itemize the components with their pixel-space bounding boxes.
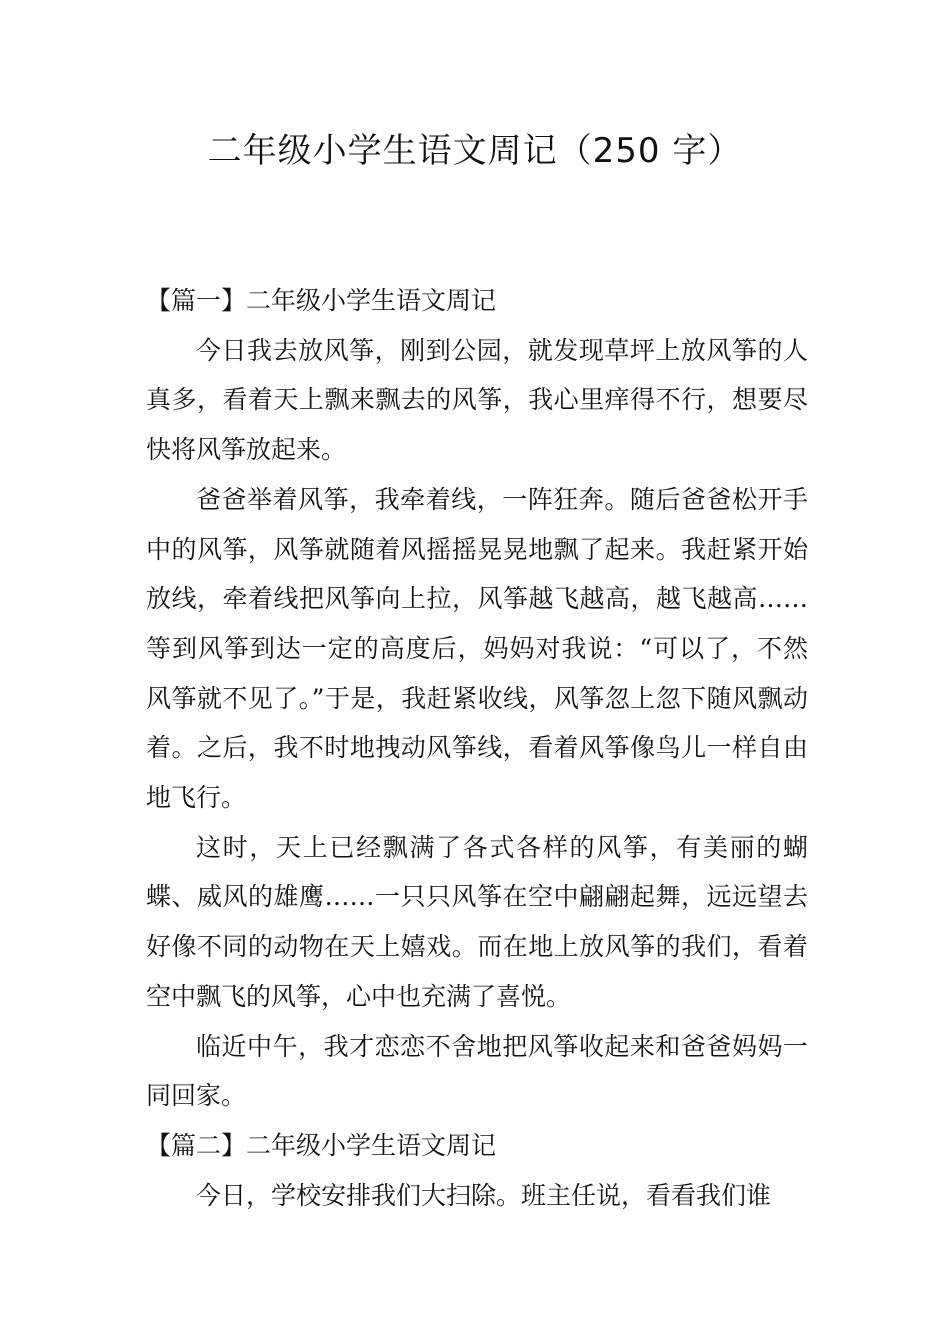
section-1 xyxy=(146,276,808,1121)
document-body xyxy=(146,276,808,1220)
paragraph: 今日我去放风筝，刚到公园，就发现草坪上放风筝的人真多，看着天上飘来飘去的风筝，我心里痒得不行，想要尽快将风筝放起来。 xyxy=(146,335,808,465)
paragraph: 这时，天上已经飘满了各式各样的风筝，有美丽的蝴蝶、威风的雄鹰……一只只风筝在空中翩翩起舞，远远望去好像不同的动物在天上嬉戏。而在地上放风筝的我们，看着空中飘飞的风筝，心中也充满了喜悦。 xyxy=(146,832,808,1011)
section-2 xyxy=(146,1121,808,1220)
paragraph: 今日，学校安排我们大扫除。班主任说，看看我们谁 xyxy=(196,1180,772,1210)
paragraph: 临近中午，我才恋恋不舍地把风筝收起来和爸爸妈妈一同回家。 xyxy=(146,1031,808,1111)
section-heading: 【篇一】二年级小学生语文周记 xyxy=(146,286,497,315)
paragraph: 爸爸举着风筝，我牵着线，一阵狂奔。随后爸爸松开手中的风筝，风筝就随着风摇摇晃晃地飘了起来。我赶紧开始放线，牵着线把风筝向上拉，风筝越飞越高，越飞越高……等到风筝到达一定的高度后，妈妈对我说：“可以了，不然风筝就不见了。”于是，我赶紧收线，风筝忽上忽下随风飘动着。之后，我不时地拽动风筝线，看着风筝像鸟儿一样自由地飞行。 xyxy=(146,484,808,813)
section-heading: 【篇二】二年级小学生语文周记 xyxy=(146,1130,497,1160)
document-title: 二年级小学生语文周记（250 字） xyxy=(207,131,743,171)
